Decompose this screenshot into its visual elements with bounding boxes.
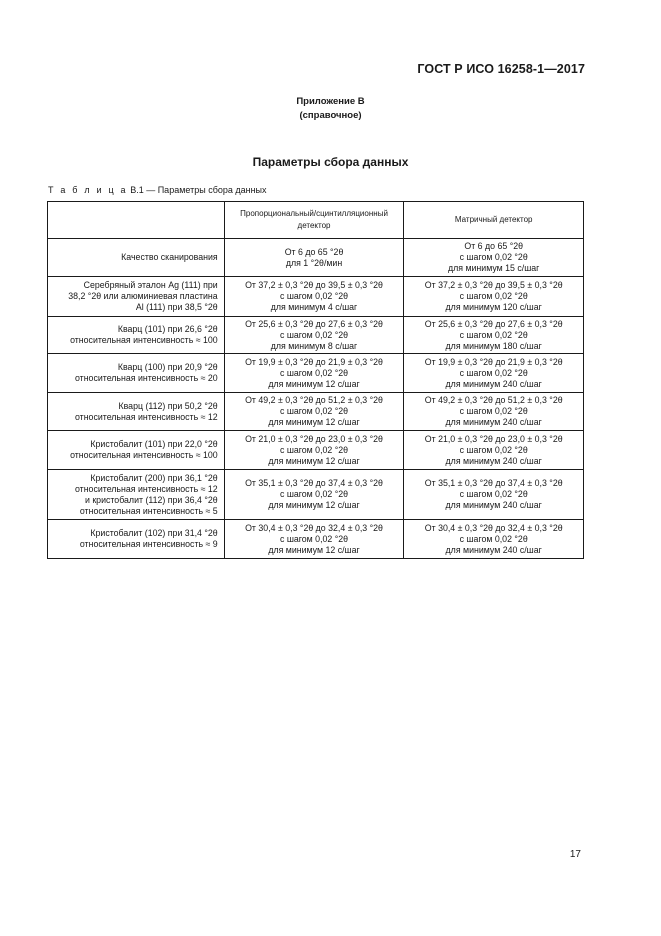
table-row xyxy=(48,520,584,559)
cell-line: для минимум 240 с/шаг xyxy=(445,544,542,555)
cell-line: относительная интенсивность ≈ 12 xyxy=(74,411,218,422)
cell-line: с шагом 0,02 °2θ xyxy=(459,252,528,262)
param-name-cell xyxy=(48,239,225,277)
matrix-detector-cell xyxy=(404,431,584,470)
annex-note: (справочное) xyxy=(299,110,362,121)
cell-line: для минимум 15 с/шаг xyxy=(447,263,540,273)
cell-line: с шагом 0,02 °2θ xyxy=(279,489,349,499)
cell-line: для минимум 240 с/шаг xyxy=(445,417,542,427)
cell-line: От 37,2 ± 0,3 °2θ до 39,5 ± 0,3 °2θ xyxy=(245,280,383,290)
cell-line: От 19,9 ± 0,3 °2θ до 21,9 ± 0,3 °2θ xyxy=(424,356,563,367)
cell-line: для минимум 180 с/шаг xyxy=(445,340,542,351)
cell-line: Кристобалит (102) при 31,4 °2θ xyxy=(90,528,218,538)
matrix-detector-cell xyxy=(404,239,584,277)
cell-line: и кристобалит (112) при 36,4 °2θ xyxy=(84,494,218,505)
cell-line: для минимум 12 с/шаг xyxy=(268,544,360,555)
cell-line: От 30,4 ± 0,3 °2θ до 32,4 ± 0,3 °2θ xyxy=(245,522,383,533)
cell-line: Кварц (112) при 50,2 °2θ xyxy=(118,400,218,411)
page-number: 17 xyxy=(569,849,581,860)
cell-line: для минимум 8 с/шаг xyxy=(270,340,358,351)
matrix-detector-cell xyxy=(404,393,584,431)
cell-line: для минимум 12 с/шаг xyxy=(268,417,360,427)
annex-heading xyxy=(0,95,661,123)
param-name-cell xyxy=(48,431,225,470)
cell-line: От 37,2 ± 0,3 °2θ до 39,5 ± 0,3 °2θ xyxy=(424,280,563,290)
table-row xyxy=(48,354,584,393)
table-caption-prefix: Т а б л и ц а xyxy=(48,185,128,195)
cell-line: с шагом 0,02 °2θ xyxy=(279,533,349,544)
proportional-detector-cell xyxy=(224,239,404,277)
cell-line: От 35,1 ± 0,3 °2θ до 37,4 ± 0,3 °2θ xyxy=(424,478,563,488)
cell-line: Кварц (100) при 20,9 °2θ xyxy=(117,362,218,372)
annex-title: Параметры сбора данных xyxy=(252,155,409,169)
cell-line: с шагом 0,02 °2θ xyxy=(459,291,528,301)
proportional-detector-cell xyxy=(224,470,404,520)
cell-line: Качество сканирования xyxy=(121,252,218,262)
proportional-detector-cell xyxy=(224,317,404,354)
cell-line: От 21,0 ± 0,3 °2θ до 23,0 ± 0,3 °2θ xyxy=(424,433,563,444)
cell-line: От 49,2 ± 0,3 °2θ до 51,2 ± 0,3 °2θ xyxy=(245,395,383,405)
cell-line: с шагом 0,02 °2θ xyxy=(459,406,528,416)
cell-line: От 30,4 ± 0,3 °2θ до 32,4 ± 0,3 °2θ xyxy=(424,522,563,533)
cell-line: для минимум 12 с/шаг xyxy=(268,378,360,389)
cell-line: От 21,0 ± 0,3 °2θ до 23,0 ± 0,3 °2θ xyxy=(245,433,383,444)
param-name-cell xyxy=(48,354,225,393)
cell-line: От 35,1 ± 0,3 °2θ до 37,4 ± 0,3 °2θ xyxy=(245,478,383,488)
cell-line: для минимум 12 с/шаг xyxy=(268,455,360,466)
table-row xyxy=(48,470,584,520)
table-row xyxy=(48,317,584,354)
cell-line: От 25,6 ± 0,3 °2θ до 27,6 ± 0,3 °2θ xyxy=(424,318,563,329)
cell-line: с шагом 0,02 °2θ xyxy=(459,489,528,499)
matrix-detector-cell xyxy=(404,277,584,317)
cell-line: Кристобалит (101) при 22,0 °2θ xyxy=(90,439,218,449)
cell-line: для минимум 4 с/шаг xyxy=(270,302,358,312)
cell-line: для минимум 240 с/шаг xyxy=(445,455,542,466)
param-name-cell xyxy=(48,277,225,317)
table-header-row xyxy=(48,202,584,239)
cell-line: 38,2 °2θ или алюминиевая пластина xyxy=(68,291,218,301)
parameters-table xyxy=(47,201,584,559)
cell-line: с шагом 0,02 °2θ xyxy=(279,406,349,416)
cell-line: с шагом 0,02 °2θ xyxy=(279,291,349,301)
matrix-detector-cell xyxy=(404,317,584,354)
param-name-cell xyxy=(48,317,225,354)
cell-line: для минимум 240 с/шаг xyxy=(445,500,542,510)
cell-line: с шагом 0,02 °2θ xyxy=(459,367,528,378)
cell-line: От 49,2 ± 0,3 °2θ до 51,2 ± 0,3 °2θ xyxy=(424,395,563,405)
cell-line: с шагом 0,02 °2θ xyxy=(459,329,528,340)
table-row xyxy=(48,393,584,431)
cell-line: с шагом 0,02 °2θ xyxy=(459,533,528,544)
param-name-cell xyxy=(48,520,225,559)
cell-line: относительная интенсивность ≈ 9 xyxy=(79,539,218,549)
cell-line: От 19,9 ± 0,3 °2θ до 21,9 ± 0,3 °2θ xyxy=(245,356,383,367)
table-caption-text: В.1 — Параметры сбора данных xyxy=(127,185,267,195)
header-cell-matrix-detector: Матричный детектор xyxy=(404,202,584,239)
matrix-detector-cell xyxy=(404,354,584,393)
cell-line: От 6 до 65 °2θ xyxy=(284,246,344,257)
cell-line: относительная интенсивность ≈ 12 xyxy=(74,483,218,494)
cell-line: относительная интенсивность ≈ 5 xyxy=(79,505,218,516)
cell-line: От 6 до 65 °2θ xyxy=(464,241,524,251)
cell-line: относительная интенсивность ≈ 100 xyxy=(70,335,218,345)
cell-line: с шагом 0,02 °2θ xyxy=(279,444,349,455)
proportional-detector-cell xyxy=(224,520,404,559)
cell-line: Кристобалит (200) при 36,1 °2θ xyxy=(90,472,218,483)
matrix-detector-cell xyxy=(404,520,584,559)
annex-label: Приложение В xyxy=(296,96,365,107)
header-cell-empty xyxy=(48,202,225,239)
proportional-detector-cell xyxy=(224,393,404,431)
cell-line: относительная интенсивность ≈ 20 xyxy=(74,373,218,383)
cell-line: с шагом 0,02 °2θ xyxy=(459,444,528,455)
proportional-detector-cell xyxy=(224,354,404,393)
document-code: ГОСТ Р ИСО 16258-1—2017 xyxy=(417,62,585,76)
table-caption xyxy=(48,185,267,195)
param-name-cell xyxy=(48,470,225,520)
header-cell-proportional-detector: Пропорциональный/сцинтилляционный детектор xyxy=(224,202,404,239)
proportional-detector-cell xyxy=(224,431,404,470)
param-name-cell xyxy=(48,393,225,431)
table-row xyxy=(48,277,584,317)
cell-line: относительная интенсивность ≈ 100 xyxy=(70,450,218,460)
matrix-detector-cell xyxy=(404,470,584,520)
cell-line: для минимум 12 с/шаг xyxy=(268,500,360,510)
cell-line: для 1 °2θ/мин xyxy=(285,257,343,268)
proportional-detector-cell xyxy=(224,277,404,317)
cell-line: с шагом 0,02 °2θ xyxy=(279,329,349,340)
cell-line: От 25,6 ± 0,3 °2θ до 27,6 ± 0,3 °2θ xyxy=(245,318,383,329)
table-row xyxy=(48,239,584,277)
cell-line: Серебряный эталон Ag (111) при xyxy=(83,280,218,290)
cell-line: с шагом 0,02 °2θ xyxy=(279,367,349,378)
cell-line: Кварц (101) при 26,6 °2θ xyxy=(117,324,218,334)
table-row xyxy=(48,431,584,470)
cell-line: для минимум 120 с/шаг xyxy=(445,302,542,312)
cell-line: для минимум 240 с/шаг xyxy=(445,378,542,389)
cell-line: Al (111) при 38,5 °2θ xyxy=(135,302,218,312)
